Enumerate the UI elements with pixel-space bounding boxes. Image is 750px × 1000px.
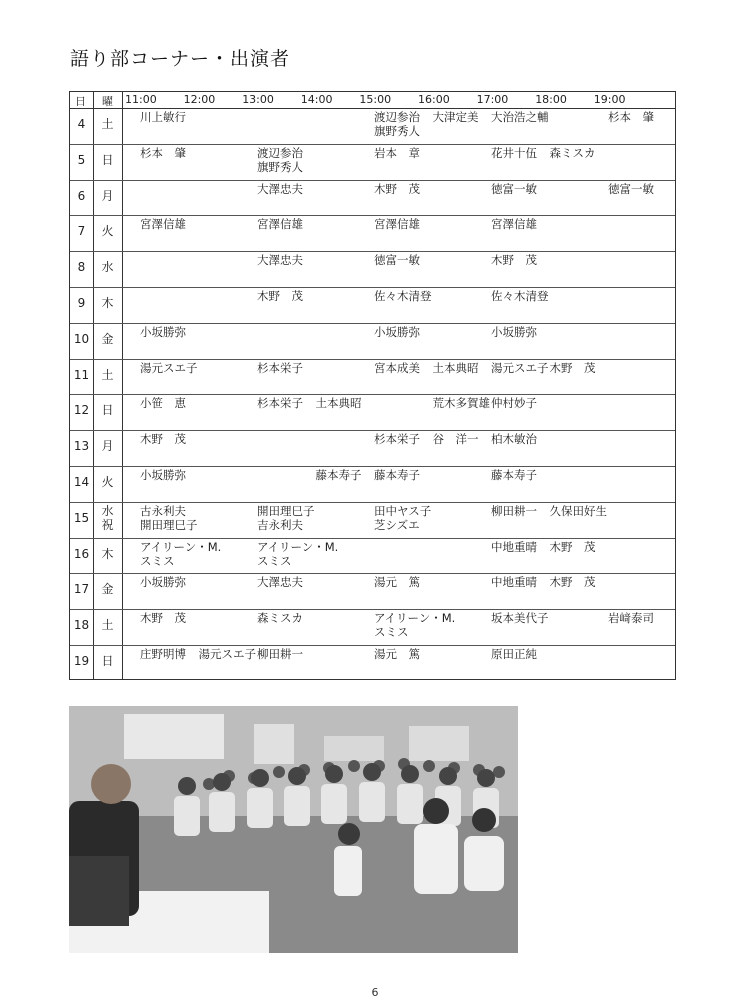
header-time: 13:00 xyxy=(242,93,274,106)
performer-entry: 仲村妙子 xyxy=(491,396,537,411)
performer-entry: 杉本 肇 xyxy=(140,145,186,160)
performer-entry: 徳富一敏 xyxy=(491,181,537,196)
performer-entry: 杉本栄子 xyxy=(374,432,420,447)
row-day: 17 xyxy=(73,582,90,597)
row-weekday: 土 xyxy=(101,618,114,633)
row-weekday: 火 xyxy=(101,475,114,489)
performer-entry: 宮澤信雄 xyxy=(491,217,537,232)
row-day: 16 xyxy=(73,546,90,561)
row-day: 11 xyxy=(73,367,90,382)
performer-entry: 古永利夫 開田理巳子 xyxy=(140,503,198,532)
row-weekday: 土 xyxy=(101,367,114,382)
performer-entry: 岩﨑泰司 xyxy=(608,611,654,626)
row-day: 9 xyxy=(77,296,86,310)
row-weekday: 月 xyxy=(101,439,114,454)
header-time: 12:00 xyxy=(183,93,216,106)
row-weekday: 木 xyxy=(101,296,114,310)
performer-entry: 湯元スエ子 xyxy=(198,647,256,661)
performer-entry: 久保田好生 xyxy=(549,503,607,518)
performer-entry: 中地重晴 xyxy=(491,575,537,590)
schedule-table xyxy=(69,91,676,680)
performer-entry: 中地重晴 xyxy=(491,539,537,554)
performer-entry: 小坂勝弥 xyxy=(140,468,186,482)
row-day: 15 xyxy=(73,510,90,525)
header-time: 19:00 xyxy=(593,93,626,106)
row-divider xyxy=(70,287,675,288)
performer-entry: 原田正純 xyxy=(491,647,537,661)
performer-entry: 開田理巳子 吉永利夫 xyxy=(257,503,315,532)
performer-entry: 大澤忠夫 xyxy=(257,253,303,268)
performer-entry: 小笹 恵 xyxy=(140,396,186,411)
row-weekday: 日 xyxy=(101,403,114,418)
row-day: 13 xyxy=(73,439,90,454)
row-weekday: 月 xyxy=(101,188,114,203)
performer-entry: 坂本美代子 xyxy=(491,611,549,626)
performer-entry: 湯元スエ子 xyxy=(140,360,198,375)
performer-entry: 藤本寿子 xyxy=(491,468,537,482)
performer-entry: 大治浩之輔 xyxy=(491,110,549,124)
row-weekday: 日 xyxy=(101,654,114,668)
performer-entry: 藤本寿子 xyxy=(374,468,420,482)
row-divider xyxy=(70,645,675,646)
performer-entry: 小坂勝弥 xyxy=(140,575,186,590)
performer-entry: 木野 茂 xyxy=(549,360,596,375)
row-day: 4 xyxy=(77,117,86,131)
row-weekday: 木 xyxy=(101,546,114,561)
row-divider xyxy=(70,502,675,503)
table-header xyxy=(70,92,675,109)
row-day: 8 xyxy=(77,260,86,275)
performer-entry: 大津定美 xyxy=(432,110,479,124)
row-day: 14 xyxy=(73,475,90,489)
row-weekday: 金 xyxy=(101,582,114,597)
performer-entry: 川上敏行 xyxy=(140,110,186,124)
header-time: 15:00 xyxy=(359,93,392,106)
row-weekday: 土 xyxy=(101,117,114,131)
row-divider xyxy=(70,430,675,431)
performer-entry: 大澤忠夫 xyxy=(257,181,303,196)
performer-entry: アイリーン・M. スミス xyxy=(374,611,456,640)
header-weekday: 曜 xyxy=(102,95,113,108)
performer-entry: 渡辺参治 旗野秀人 xyxy=(257,145,303,174)
header-time: 17:00 xyxy=(476,93,509,106)
performer-entry: 小坂勝弥 xyxy=(374,324,420,339)
performer-entry: 木野 茂 xyxy=(374,181,420,196)
event-photo xyxy=(69,706,518,953)
performer-entry: アイリーン・M. スミス xyxy=(257,539,339,568)
performer-entry: 森ミスカ xyxy=(257,611,303,626)
performer-entry: 木野 茂 xyxy=(491,253,537,268)
performer-entry: 花井十伍 xyxy=(491,145,537,160)
performer-entry: 湯元スエ子 xyxy=(491,360,549,375)
row-day: 6 xyxy=(77,188,86,203)
performer-entry: 木野 茂 xyxy=(549,539,596,554)
row-day: 7 xyxy=(77,224,86,239)
header-time: 11:00 xyxy=(125,93,157,106)
row-day: 18 xyxy=(73,618,90,633)
header-time: 18:00 xyxy=(535,93,567,106)
row-divider xyxy=(70,359,675,360)
row-divider xyxy=(70,215,675,216)
performer-entry: 杉本 肇 xyxy=(608,110,654,124)
performer-entry: 杉本栄子 xyxy=(257,360,303,375)
performer-entry: 荒木多賀雄 xyxy=(432,396,490,411)
header-day: 日 xyxy=(75,95,86,108)
row-divider xyxy=(70,609,675,610)
row-divider xyxy=(70,573,675,574)
performer-entry: 柳田耕一 xyxy=(491,503,537,518)
row-weekday: 火 xyxy=(101,224,114,239)
performer-entry: 徳富一敏 xyxy=(608,181,654,196)
row-weekday: 水 xyxy=(101,260,114,275)
performer-entry: 宮澤信雄 xyxy=(374,217,420,232)
row-divider xyxy=(70,144,675,145)
row-weekday: 水 祝 xyxy=(101,503,114,532)
row-divider xyxy=(70,251,675,252)
row-weekday: 日 xyxy=(101,152,114,167)
performer-entry: 宮澤信雄 xyxy=(140,217,186,232)
header-time: 14:00 xyxy=(300,93,333,106)
performer-entry: 木野 茂 xyxy=(257,289,303,303)
performer-entry: 宮本成美 xyxy=(374,360,420,375)
performer-entry: 田中ヤス子 芝シズエ xyxy=(374,503,432,532)
performer-entry: 森ミスカ xyxy=(549,145,596,160)
performer-entry: 杉本栄子 xyxy=(257,396,303,411)
row-divider xyxy=(70,394,675,395)
performer-entry: 木野 茂 xyxy=(549,575,596,590)
row-divider xyxy=(70,466,675,467)
performer-entry: 徳富一敏 xyxy=(374,253,420,268)
performer-entry: 藤本寿子 xyxy=(315,468,362,482)
performer-entry: 庄野明博 xyxy=(140,647,186,661)
performer-entry: 渡辺参治 旗野秀人 xyxy=(374,110,420,138)
row-divider xyxy=(70,323,675,324)
row-weekday: 金 xyxy=(101,331,114,346)
row-day: 10 xyxy=(73,331,90,346)
performer-entry: 小坂勝弥 xyxy=(491,324,537,339)
row-day: 5 xyxy=(77,152,86,167)
row-day: 12 xyxy=(73,403,90,418)
performer-entry: 湯元 篤 xyxy=(374,575,420,590)
row-divider xyxy=(70,538,675,539)
performer-entry: 谷 洋一 xyxy=(432,432,479,447)
page-number: 6 xyxy=(371,986,379,999)
performer-entry: 柳田耕一 xyxy=(257,647,303,661)
performer-entry: 佐々木清登 xyxy=(491,289,549,303)
performer-entry: 木野 茂 xyxy=(140,432,186,447)
performer-entry: 大澤忠夫 xyxy=(257,575,303,590)
performer-entry: 佐々木清登 xyxy=(374,289,432,303)
performer-entry: 柏木敏治 xyxy=(491,432,537,447)
performer-entry: 木野 茂 xyxy=(140,611,186,626)
header-time: 16:00 xyxy=(418,93,450,106)
performer-entry: 宮澤信雄 xyxy=(257,217,303,232)
performer-entry: 土本典昭 xyxy=(315,396,362,411)
performer-entry: アイリーン・M. スミス xyxy=(140,539,222,568)
audience-photo-illustration xyxy=(69,706,518,953)
performer-entry: 土本典昭 xyxy=(432,360,479,375)
performer-entry: 小坂勝弥 xyxy=(140,324,186,339)
performer-entry: 湯元 篤 xyxy=(374,647,420,661)
page-title: 語り部コーナー・出演者 xyxy=(70,48,291,70)
row-divider xyxy=(70,180,675,181)
performer-entry: 岩本 章 xyxy=(374,145,420,160)
row-day: 19 xyxy=(73,654,90,668)
